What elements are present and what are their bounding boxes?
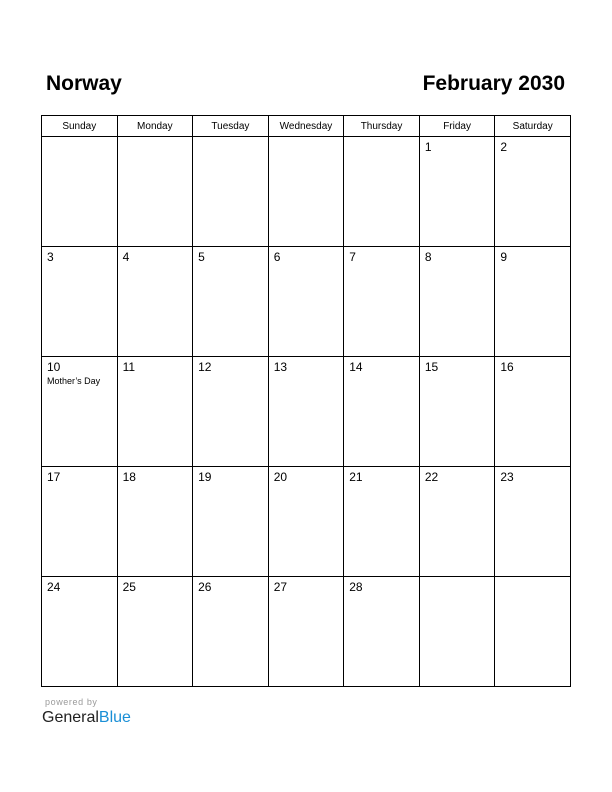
day-cell bbox=[268, 577, 344, 687]
footer-branding bbox=[42, 697, 131, 727]
weekday-header: Sunday bbox=[42, 116, 118, 137]
brand-name-general: General bbox=[42, 709, 99, 726]
day-number: 7 bbox=[349, 250, 356, 264]
day-number bbox=[193, 137, 268, 154]
brand-logo[interactable] bbox=[42, 708, 131, 727]
day-cell bbox=[42, 357, 118, 467]
holiday-label: Mother’s Day bbox=[47, 376, 101, 386]
day-cell bbox=[344, 247, 420, 357]
day-cell bbox=[193, 467, 269, 577]
day-number: 1 bbox=[424, 140, 432, 154]
day-cell bbox=[193, 137, 269, 247]
day-number: 16 bbox=[500, 360, 514, 374]
day-cell bbox=[419, 357, 495, 467]
day-cell bbox=[193, 247, 269, 357]
day-number bbox=[42, 137, 117, 154]
day-number: 10 bbox=[47, 360, 61, 374]
day-cell bbox=[495, 137, 571, 247]
weekday-header: Saturday bbox=[495, 116, 571, 137]
day-cell bbox=[268, 467, 344, 577]
day-cell bbox=[344, 467, 420, 577]
day-number: 27 bbox=[273, 580, 288, 594]
day-cell bbox=[193, 577, 269, 687]
weekday-header: Monday bbox=[117, 116, 193, 137]
month-title: February 2030 bbox=[422, 72, 565, 95]
day-cell bbox=[495, 357, 571, 467]
week-row bbox=[42, 467, 571, 577]
weekday-header: Tuesday bbox=[193, 116, 269, 137]
day-number: 4 bbox=[122, 250, 130, 264]
day-cell bbox=[495, 577, 571, 687]
day-cell bbox=[193, 357, 269, 467]
day-number bbox=[269, 137, 344, 154]
day-number: 3 bbox=[47, 250, 54, 264]
week-row bbox=[42, 577, 571, 687]
day-number: 20 bbox=[273, 470, 288, 484]
week-row bbox=[42, 357, 571, 467]
day-cell bbox=[268, 357, 344, 467]
day-number: 11 bbox=[122, 360, 136, 374]
day-number: 19 bbox=[198, 470, 212, 484]
weekday-header: Wednesday bbox=[268, 116, 344, 137]
day-number: 25 bbox=[122, 580, 136, 594]
day-cell bbox=[419, 467, 495, 577]
day-cell bbox=[495, 467, 571, 577]
day-cell bbox=[344, 357, 420, 467]
day-number bbox=[344, 137, 419, 154]
day-number bbox=[495, 577, 570, 594]
day-number: 26 bbox=[198, 580, 212, 594]
calendar-grid bbox=[41, 115, 571, 687]
day-cell bbox=[344, 137, 420, 247]
day-number: 15 bbox=[424, 360, 439, 374]
day-cell bbox=[42, 577, 118, 687]
brand-name-blue: Blue bbox=[98, 709, 131, 726]
day-cell bbox=[117, 137, 193, 247]
day-cell bbox=[495, 247, 571, 357]
day-cell bbox=[42, 247, 118, 357]
weekday-header: Thursday bbox=[344, 116, 420, 137]
day-cell bbox=[268, 137, 344, 247]
day-number: 21 bbox=[349, 470, 363, 484]
day-cell bbox=[268, 247, 344, 357]
week-row bbox=[42, 137, 571, 247]
day-cell bbox=[419, 247, 495, 357]
weekday-header-row bbox=[42, 116, 571, 137]
day-cell bbox=[117, 577, 193, 687]
day-cell bbox=[117, 357, 193, 467]
weekday-header: Friday bbox=[419, 116, 495, 137]
day-number: 17 bbox=[47, 470, 61, 484]
day-number: 8 bbox=[424, 250, 432, 264]
day-number bbox=[118, 137, 193, 154]
day-number: 6 bbox=[273, 250, 281, 264]
day-cell bbox=[42, 467, 118, 577]
day-cell bbox=[117, 467, 193, 577]
day-number: 18 bbox=[122, 470, 136, 484]
day-number: 23 bbox=[500, 470, 514, 484]
country-title: Norway bbox=[46, 72, 122, 95]
day-cell bbox=[117, 247, 193, 357]
day-number: 24 bbox=[47, 580, 61, 594]
day-number: 5 bbox=[198, 250, 205, 264]
day-cell bbox=[419, 137, 495, 247]
day-number: 9 bbox=[500, 250, 508, 264]
day-number: 12 bbox=[198, 360, 212, 374]
day-number: 2 bbox=[500, 140, 508, 154]
day-cell bbox=[419, 577, 495, 687]
day-number bbox=[420, 577, 495, 594]
powered-by-label: powered by bbox=[45, 697, 98, 707]
day-number: 22 bbox=[424, 470, 439, 484]
week-row bbox=[42, 247, 571, 357]
day-cell bbox=[42, 137, 118, 247]
day-cell bbox=[344, 577, 420, 687]
day-number: 28 bbox=[349, 580, 363, 594]
day-number: 13 bbox=[273, 360, 288, 374]
day-number: 14 bbox=[349, 360, 363, 374]
